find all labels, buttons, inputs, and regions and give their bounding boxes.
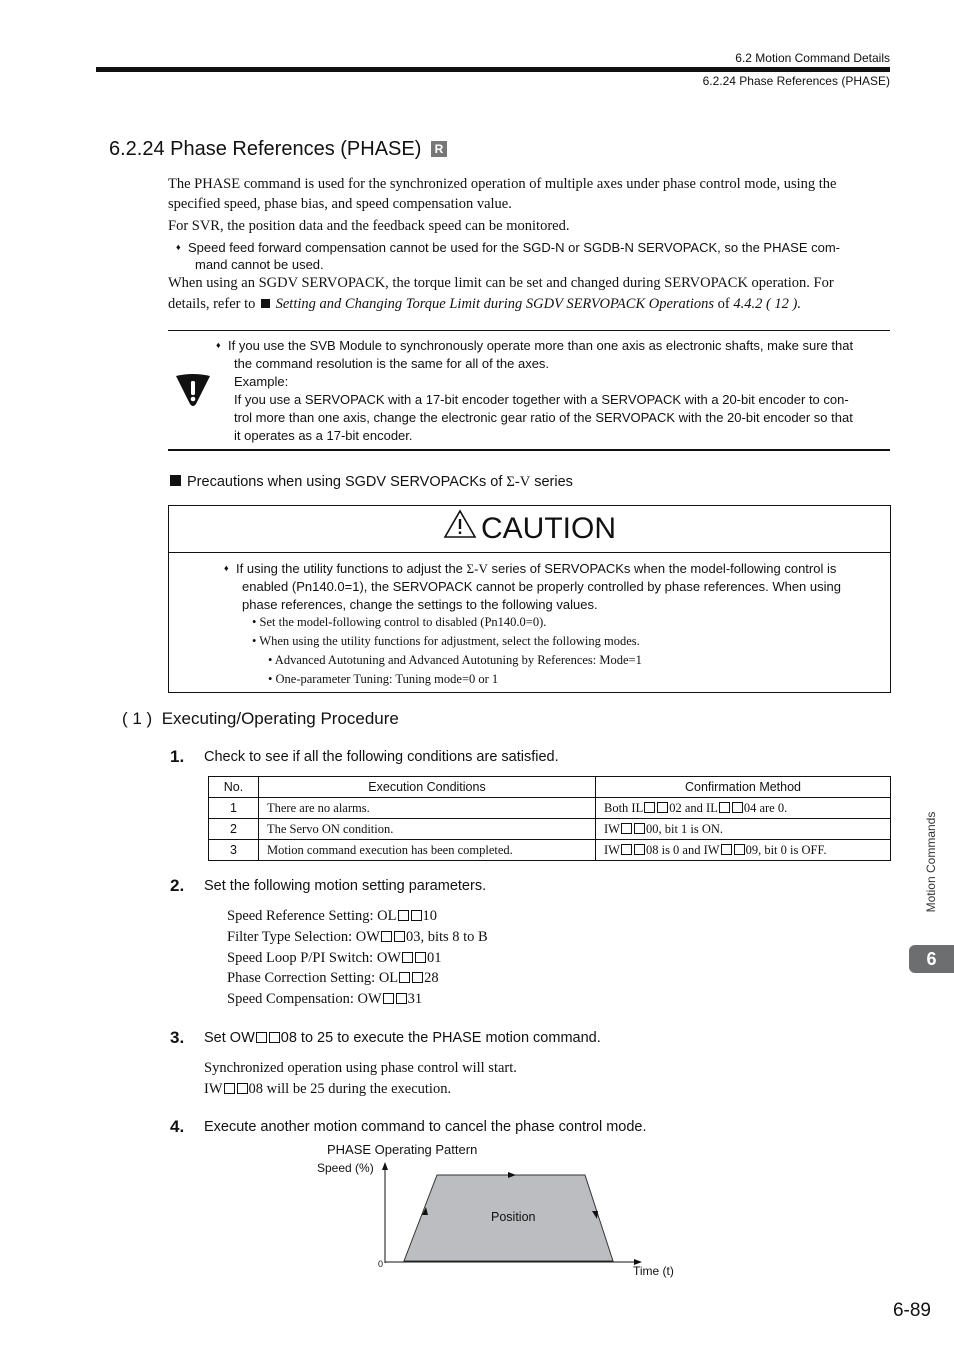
important-icon bbox=[174, 372, 212, 413]
step-3-number: 3. bbox=[170, 1028, 185, 1047]
placeholder-box-icon bbox=[634, 844, 645, 855]
intro-p1b: specified speed, phase bias, and speed compensation value. bbox=[168, 196, 512, 212]
caution-title: CAUTION bbox=[481, 512, 616, 545]
step-1-number: 1. bbox=[170, 747, 185, 766]
param-item: Speed Compensation: OW 31 bbox=[227, 991, 423, 1008]
caution-box bbox=[168, 505, 891, 693]
conditions-table bbox=[208, 776, 891, 861]
placeholder-box-icon bbox=[411, 910, 422, 921]
x-axis-arrow-icon bbox=[634, 1259, 642, 1265]
placeholder-box-icon bbox=[237, 1083, 248, 1094]
placeholder-box-icon bbox=[383, 993, 394, 1004]
section-title-text: 6.2.24 Phase References (PHASE) bbox=[109, 138, 422, 160]
param-item: Filter Type Selection: OW 03, bits 8 to B bbox=[227, 928, 488, 945]
procedure-heading: ( 1 ) Executing/Operating Procedure bbox=[122, 709, 399, 728]
placeholder-box-icon bbox=[394, 931, 405, 942]
section-title bbox=[109, 138, 447, 161]
caution-header bbox=[169, 506, 890, 553]
page-number: 6-89 bbox=[892, 1300, 931, 1321]
side-tab-label: Motion Commands bbox=[924, 811, 938, 913]
step-3-text: Set OW 08 to 25 to execute the PHASE motion command. bbox=[204, 1030, 601, 1046]
placeholder-box-icon bbox=[399, 972, 410, 983]
table-header-row: No. Execution Conditions Confirmation Method bbox=[209, 777, 891, 798]
table-row: 1 There are no alarms. Both IL 02 and IL 04 are 0. bbox=[209, 798, 891, 819]
placeholder-box-icon bbox=[402, 952, 413, 963]
param-item: Phase Correction Setting: OL 28 bbox=[227, 970, 439, 987]
intro-p2: For SVR, the position data and the feedback speed can be monitored. bbox=[168, 218, 570, 234]
placeholder-box-icon bbox=[732, 802, 743, 813]
placeholder-box-icon bbox=[415, 952, 426, 963]
placeholder-box-icon bbox=[396, 993, 407, 1004]
intro-p1: The PHASE command is used for the synchronized operation of multiple axes under phase control mode, using the bbox=[168, 176, 837, 192]
position-label: Position bbox=[491, 1210, 536, 1224]
step-4-number: 4. bbox=[170, 1117, 185, 1136]
square-bullet-icon bbox=[170, 475, 181, 486]
running-header-section: 6.2 Motion Command Details bbox=[735, 51, 890, 65]
diagram-origin: 0 bbox=[378, 1259, 384, 1269]
important-bottom-rule bbox=[168, 449, 890, 451]
placeholder-box-icon bbox=[256, 1032, 267, 1043]
caution-sub-list: • Set the model-following control to disabled (Pn140.0=0). • When using the utility functions for adjustment, select the following modes. • Advanced Autotuning and Advanced Autotuning by References: Mode=1 • One-parameter Tuning: Tuning mode=0 or 1 bbox=[252, 615, 642, 686]
placeholder-box-icon bbox=[224, 1083, 235, 1094]
diamond-bullet-icon: ♦ bbox=[224, 563, 229, 573]
warning-triangle-icon bbox=[443, 509, 477, 544]
placeholder-box-icon bbox=[721, 844, 732, 855]
diagram-title: PHASE Operating Pattern bbox=[327, 1142, 478, 1157]
intro-text bbox=[168, 174, 890, 237]
step-3-note: Synchronized operation using phase control will start. IW 08 will be 25 during the execution. bbox=[204, 1060, 517, 1097]
side-tab-label-wrap bbox=[924, 800, 938, 924]
diamond-bullet-icon: ♦ bbox=[216, 340, 221, 350]
diagram-x-label: Time (t) bbox=[633, 1264, 674, 1278]
step-2-number: 2. bbox=[170, 876, 185, 895]
placeholder-box-icon bbox=[621, 823, 632, 834]
placeholder-box-icon bbox=[398, 910, 409, 921]
placeholder-box-icon bbox=[719, 802, 730, 813]
section-reference-link[interactable]: 4.4.2 ( 12 ). bbox=[733, 296, 802, 312]
chapter-tab[interactable]: 6 bbox=[909, 945, 954, 973]
cross-reference-link[interactable]: Setting and Changing Torque Limit during SGDV SERVOPACK Operations bbox=[275, 296, 714, 312]
placeholder-box-icon bbox=[634, 823, 645, 834]
precautions-heading: Precautions when using SGDV SERVOPACKs of Σ-V series bbox=[170, 474, 573, 491]
param-item: Speed Loop P/PI Switch: OW 01 bbox=[227, 949, 442, 966]
placeholder-box-icon bbox=[644, 802, 655, 813]
running-header-subsection: 6.2.24 Phase References (PHASE) bbox=[702, 74, 890, 88]
caution-body: ♦ If using the utility functions to adjust the Σ-V series of SERVOPACKs when the model-following control is enabled (Pn140.0=1), the SERVOPACK cannot be properly controlled by phase references. When using phase references, change the settings to the following values. bbox=[224, 561, 841, 612]
placeholder-box-icon bbox=[269, 1032, 280, 1043]
diagram-y-label: Speed (%) bbox=[317, 1161, 374, 1175]
important-text: ♦ If you use the SVB Module to synchronously operate more than one axis as electronic shafts, make sure that the command resolution is the same for all of the axes. Example: If you use a SERVOPACK with a 17-bit encoder together with a SERVOPACK with a 20-bit encoder to con- trol more than one axis, change the electronic gear ratio of the SERVOPACK with the 20-bit encoder so that it operates as a 17-bit encoder. bbox=[216, 338, 854, 443]
placeholder-box-icon bbox=[621, 844, 632, 855]
important-top-rule bbox=[168, 330, 890, 331]
param-item: Speed Reference Setting: OL 10 bbox=[227, 908, 438, 924]
table-row: 3 Motion command execution has been completed. IW 08 is 0 and IW 09, bit 0 is OFF. bbox=[209, 840, 891, 861]
square-bullet-icon bbox=[261, 299, 270, 308]
placeholder-box-icon bbox=[657, 802, 668, 813]
r-badge-icon: R bbox=[431, 141, 447, 157]
intro-bullet: ♦ Speed feed forward compensation cannot be used for the SGD-N or SGDB-N SERVOPACK, so the PHASE com- mand cannot be used. bbox=[176, 240, 840, 272]
placeholder-box-icon bbox=[734, 844, 745, 855]
step-1-text: Check to see if all the following conditions are satisfied. bbox=[204, 749, 559, 765]
placeholder-box-icon bbox=[412, 972, 423, 983]
step-4-text: Execute another motion command to cancel the phase control mode. bbox=[204, 1119, 647, 1135]
table-row: 2 The Servo ON condition. IW 00, bit 1 is ON. bbox=[209, 819, 891, 840]
header-rule bbox=[96, 67, 890, 72]
intro-p3: When using an SGDV SERVOPACK, the torque limit can be set and changed during SERVOPACK operation. For details, refer to Setting and Changing Torque Limit during SGDV SERVOPACK Operations of 4.4.2 ( 12 ). bbox=[168, 275, 834, 312]
diamond-bullet-icon: ♦ bbox=[176, 242, 181, 252]
y-axis-arrow-icon bbox=[382, 1162, 388, 1170]
placeholder-box-icon bbox=[381, 931, 392, 942]
parameter-list bbox=[227, 906, 488, 1010]
step-2-text: Set the following motion setting parameters. bbox=[204, 878, 487, 894]
